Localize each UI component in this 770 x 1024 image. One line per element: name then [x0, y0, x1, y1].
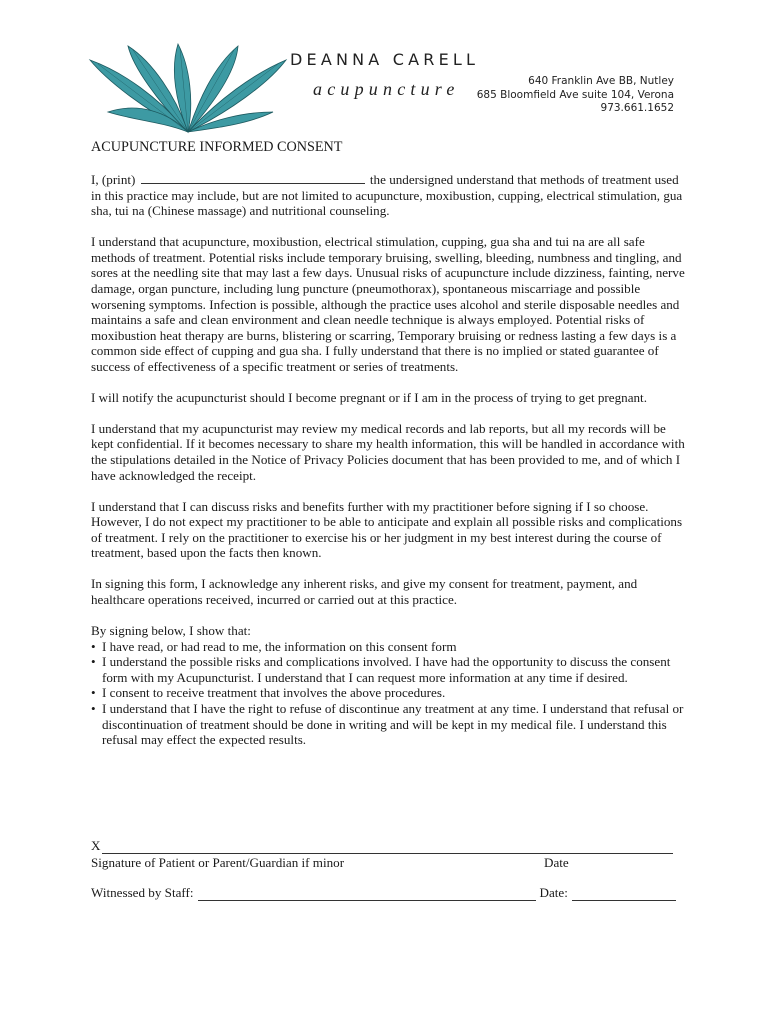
witness-row: [91, 885, 676, 901]
pregnancy-paragraph: I will notify the acupuncturist should I become pregnant or if I am in the process of trying to get pregnant.: [91, 389, 647, 405]
intro-prefix: I, (print): [91, 172, 136, 187]
witness-date-field[interactable]: [572, 888, 676, 901]
witness-date-label: Date:: [539, 885, 568, 900]
consent-body: [91, 172, 691, 748]
lotus-leaf-logo: [88, 42, 288, 134]
consent-paragraph: In signing this form, I acknowledge any inherent risks, and give my consent for treatment, payment, and healthcare operations received, incurred or carried out at this practice.: [91, 576, 638, 608]
list-item: • I understand that I have the right to refuse of discontinue any treatment at any time. I understand that refusal or discontinuation of treatment should be done in writing and will be kept in my medical file. I understand this refusal may effect the expected results.: [91, 701, 691, 748]
document-title: ACUPUNCTURE INFORMED CONSENT: [91, 139, 343, 155]
witness-signature-field[interactable]: [198, 888, 536, 901]
print-name-blank[interactable]: [141, 172, 365, 184]
brand-subtitle: acupuncture: [313, 79, 460, 99]
phone-number: 973.661.1652: [600, 102, 674, 114]
brand-name: DEANNA CARELL: [290, 50, 480, 69]
intro-rest: the undersigned understand that methods of treatment used in this practice may include, but are not limited to acupuncture, moxibustion, cupping, electrical stimulation, gua sha, tui na (Chinese massage) and nutritional counseling.: [91, 172, 683, 219]
witness-label: Witnessed by Staff:: [91, 885, 194, 900]
signature-x-mark: X: [91, 838, 101, 853]
bullets-intro: By signing below, I show that:: [91, 623, 251, 638]
list-item: • I have read, or had read to me, the information on this consent form: [91, 639, 691, 655]
address-line-1: 640 Franklin Ave BB, Nutley: [528, 75, 674, 87]
signature-field[interactable]: [102, 841, 673, 854]
practice-address: [477, 75, 674, 116]
date-caption: Date: [544, 855, 569, 870]
signature-line: [91, 838, 673, 854]
list-item: • I understand the possible risks and complications involved. I have had the opportunity to discuss the consent form with my Acupuncturist. I understand that I can request more information at any time if desired.: [91, 654, 691, 685]
records-paragraph: I understand that my acupuncturist may review my medical records and lab reports, but all my records will be kept confidential. If it becomes necessary to share my health information, this will be handled in accordance with the stipulations detailed in the Notice of Privacy Policies document that has been provided to me, and of which I have acknowledged the receipt.: [91, 420, 685, 483]
signature-row: [91, 838, 673, 854]
acknowledgement-list: [91, 639, 691, 748]
risks-paragraph: I understand that acupuncture, moxibustion, electrical stimulation, cupping, gua sha and tui na are all safe methods of treatment. Potential risks include temporary bruising, swelling, bleeding, numbness and tingling, and sores at the needling site that may last a few days. Unusual risks of acupuncture include dizziness, fainting, nerve damage, organ puncture, including lung puncture (pneumothorax), spontaneous miscarriage and possible worsening symptoms. Infection is possible, although the practice uses alcohol and sterile disposable needles and maintains a safe and clean environment and clean needle technique is always employed. Potential risks of moxibustion heat therapy are burns, blistering or scarring, Temporary bruising or redness lasting a few days is a common side effect of cupping and gua sha. I fully understand that there is no implied or stated guarantee of success of effectiveness of a specific treatment or series of treatments.: [91, 234, 685, 374]
intro-paragraph: [91, 172, 691, 219]
address-line-2: 685 Bloomfield Ave suite 104, Verona: [476, 88, 674, 101]
list-item: • I consent to receive treatment that involves the above procedures.: [91, 685, 691, 701]
discuss-paragraph: I understand that I can discuss risks and benefits further with my practitioner before signing if I so choose. However, I do not expect my practitioner to be able to anticipate and explain all possible risks and complications of treatment. I rely on the practitioner to exercise his or her judgment in my best interest during the course of treatment, based upon the facts then known.: [91, 498, 683, 561]
signature-caption: Signature of Patient or Parent/Guardian if minor: [91, 855, 345, 870]
